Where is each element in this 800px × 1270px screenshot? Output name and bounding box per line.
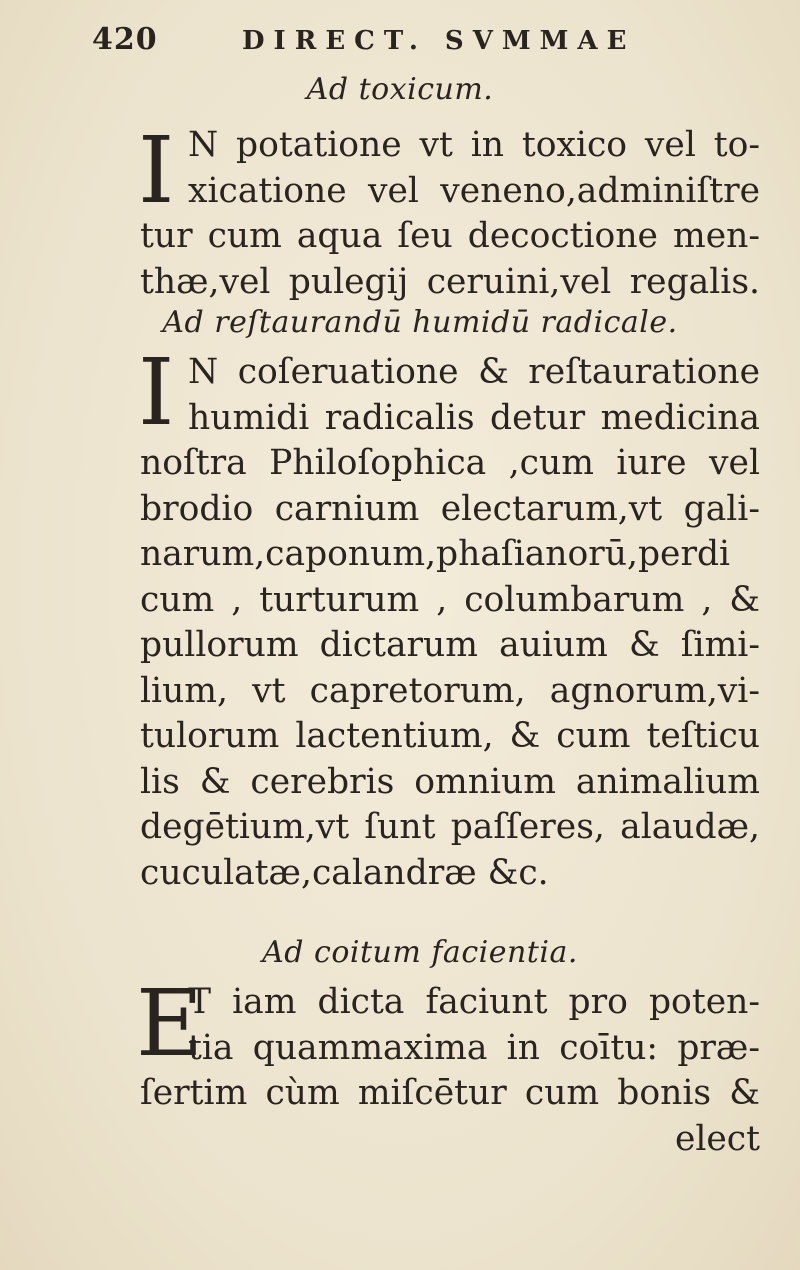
text-line: N potatione vt in toxico vel to-	[188, 125, 760, 165]
text-line: pullorum dictarum auium & ſimi-	[140, 625, 760, 665]
text-line: humidi radicalis detur medicina	[188, 397, 760, 438]
paragraph-toxicum	[138, 117, 760, 305]
text-line: cuculatæ,calandræ &c.	[140, 852, 549, 893]
text-line: tulorum lactentium, & cum teſticu	[140, 716, 760, 756]
text-line: thæ,vel pulegij ceruini,vel regalis.	[140, 261, 760, 302]
text-line: narum,caponum,phaſianorū,perdi	[140, 534, 731, 574]
text-line: N coſeruatione & reſtauratione	[188, 352, 760, 392]
text-line: ſertim cùm miſcētur cum bonis &	[140, 1073, 760, 1113]
running-title: DIRECT. SVMMAE	[242, 26, 636, 56]
page-number: 420	[92, 22, 158, 57]
section-heading-toxicum: Ad toxicum.	[306, 72, 494, 107]
text-line: lium, vt capretorum, agnorum,vi-	[140, 670, 760, 711]
text-line: T iam dicta faciunt pro poten-	[188, 982, 760, 1022]
section-heading-humidum: Ad reſtaurandū humidū radicale.	[162, 305, 678, 340]
paragraph-coitum	[140, 980, 760, 1162]
drop-cap-initial: E	[136, 970, 204, 1077]
drop-cap-initial: I	[138, 339, 175, 446]
drop-cap-initial: I	[138, 117, 175, 224]
paragraph-humidum	[140, 350, 760, 896]
text-line: tia quammaxima in coītu: præ-	[188, 1027, 760, 1068]
section-heading-coitum: Ad coitum facientia.	[262, 935, 578, 970]
text-line: degētium,vt ſunt paſſeres, alaudæ,	[140, 807, 760, 847]
text-line: lis & cerebris omnium animalium	[140, 761, 760, 802]
text-line: cum , turturum , columbarum , &	[140, 579, 760, 620]
text-line: brodio carnium electarum,vt gali-	[140, 488, 760, 529]
text-line: xicatione vel veneno,adminiſtre	[188, 170, 760, 211]
text-line: noſtra Philoſophica ,cum iure vel	[140, 443, 760, 483]
text-line: tur cum aqua ſeu decoctione men-	[140, 216, 760, 256]
catchword: elect	[674, 1118, 760, 1159]
running-head	[92, 22, 740, 62]
